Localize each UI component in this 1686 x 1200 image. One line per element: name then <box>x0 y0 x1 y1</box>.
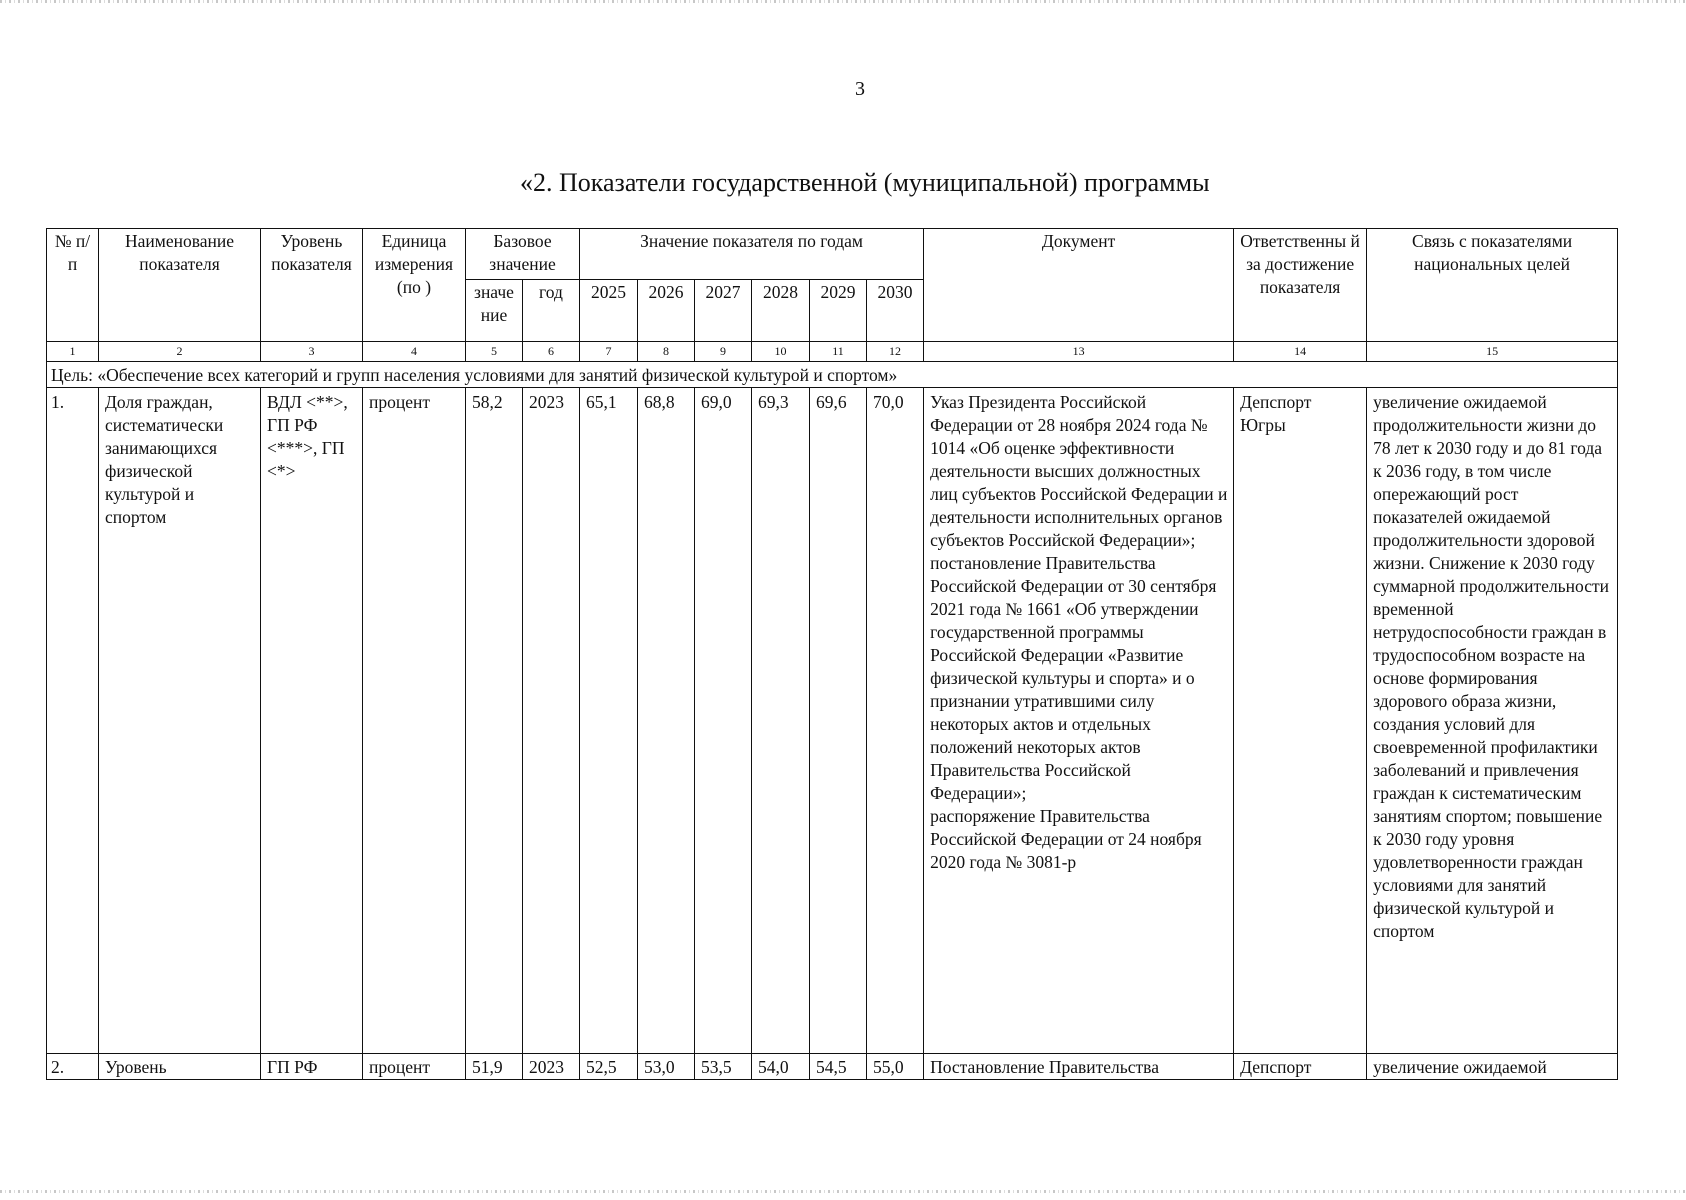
national-goals-link: увеличение ожидаемой <box>1367 1054 1618 1080</box>
indicator-name: Доля граждан, систематически занимающихся физической культурой и спортом <box>99 388 261 1054</box>
year-value: 68,8 <box>638 388 695 1054</box>
year-value: 69,6 <box>810 388 867 1054</box>
scan-noise-bottom <box>0 1190 1686 1193</box>
header-responsible: Ответственны й за достижение показателя <box>1234 229 1367 342</box>
base-value: 51,9 <box>466 1054 523 1080</box>
column-number: 1 <box>47 342 99 362</box>
column-number: 6 <box>523 342 580 362</box>
row-number: 1. <box>47 388 99 1054</box>
table-row <box>47 388 1618 1054</box>
header-link: Связь с показателями национальных целей <box>1367 229 1618 342</box>
table-row <box>47 1054 1618 1080</box>
year-value: 53,5 <box>695 1054 752 1080</box>
row-number: 2. <box>47 1054 99 1080</box>
year-value: 55,0 <box>867 1054 924 1080</box>
year-value: 54,0 <box>752 1054 810 1080</box>
header-years-group: Значение показателя по годам <box>580 229 924 280</box>
header-unit: Единица измерения (по ) <box>363 229 466 342</box>
year-value: 69,0 <box>695 388 752 1054</box>
column-number: 12 <box>867 342 924 362</box>
document-text: Указ Президента Российской Федерации от 28 ноября 2024 года № 1014 «Об оценке эффективности деятельности высших должностных лиц субъектов Российской Федерации и деятельности исполнительных органов субъектов Российской Федерации»; постановление Правительства Российской Федерации от 30 сентября 2021 года № 1661 «Об утверждении государственной программы Российской Федерации «Развитие физической культуры и спорта» и о признании утратившими силу некоторых актов и отдельных положений некоторых актов Правительства Российской Федерации»; распоряжение Правительства Российской Федерации от 24 ноября 2020 года № 3081-р <box>924 388 1234 1054</box>
header-base-year: год <box>523 280 580 342</box>
column-number: 10 <box>752 342 810 362</box>
scan-noise-top <box>0 0 1686 3</box>
column-number: 11 <box>810 342 867 362</box>
column-number: 3 <box>261 342 363 362</box>
year-value: 54,5 <box>810 1054 867 1080</box>
year-value: 70,0 <box>867 388 924 1054</box>
header-year: 2026 <box>638 280 695 342</box>
header-year: 2025 <box>580 280 638 342</box>
year-value: 69,3 <box>752 388 810 1054</box>
header-year: 2028 <box>752 280 810 342</box>
column-number: 2 <box>99 342 261 362</box>
indicator-unit: процент <box>363 1054 466 1080</box>
indicator-level: ГП РФ <box>261 1054 363 1080</box>
header-name: Наименование показателя <box>99 229 261 342</box>
page-number: 3 <box>855 78 865 100</box>
header-base-value: значе ние <box>466 280 523 342</box>
indicator-name: Уровень <box>99 1054 261 1080</box>
goal-text: Цель: «Обеспечение всех категорий и групп населения условиями для занятий физической культурой и спортом» <box>47 362 1618 388</box>
column-number: 13 <box>924 342 1234 362</box>
goal-row <box>47 362 1618 388</box>
national-goals-link: увеличение ожидаемой продолжительности жизни до 78 лет к 2030 году и до 81 года к 2036 году, в том числе опережающий рост показателей ожидаемой продолжительности здоровой жизни. Снижение к 2030 году суммарной продолжительности временной нетрудоспособности граждан в трудоспособном возрасте на основе формирования здорового образа жизни, создания условий для своевременной профилактики заболеваний и привлечения граждан к систематическим занятиям спортом; повышение к 2030 году уровня удовлетворенности граждан условиями для занятий физической культурой и спортом <box>1367 388 1618 1054</box>
indicator-level: ВДЛ <**>, ГП РФ <***>, ГП <*> <box>261 388 363 1054</box>
document-text: Постановление Правительства <box>924 1054 1234 1080</box>
header-year: 2027 <box>695 280 752 342</box>
year-value: 52,5 <box>580 1054 638 1080</box>
year-value: 53,0 <box>638 1054 695 1080</box>
column-number: 5 <box>466 342 523 362</box>
column-number: 8 <box>638 342 695 362</box>
column-number: 15 <box>1367 342 1618 362</box>
header-level: Уровень показателя <box>261 229 363 342</box>
base-year: 2023 <box>523 1054 580 1080</box>
page-title: «2. Показатели государственной (муниципальной) программы <box>520 168 1210 197</box>
indicators-table <box>46 228 1618 1080</box>
column-number-row <box>47 342 1618 362</box>
indicator-unit: процент <box>363 388 466 1054</box>
header-num: № п/п <box>47 229 99 342</box>
year-value: 65,1 <box>580 388 638 1054</box>
column-number: 7 <box>580 342 638 362</box>
header-base-group: Базовое значение <box>466 229 580 280</box>
header-row <box>47 229 1618 280</box>
base-year: 2023 <box>523 388 580 1054</box>
responsible-text: Депспорт Югры <box>1234 388 1367 1054</box>
responsible-text: Депспорт <box>1234 1054 1367 1080</box>
column-number: 14 <box>1234 342 1367 362</box>
base-value: 58,2 <box>466 388 523 1054</box>
header-year: 2030 <box>867 280 924 342</box>
header-year: 2029 <box>810 280 867 342</box>
column-number: 4 <box>363 342 466 362</box>
column-number: 9 <box>695 342 752 362</box>
header-document: Документ <box>924 229 1234 342</box>
